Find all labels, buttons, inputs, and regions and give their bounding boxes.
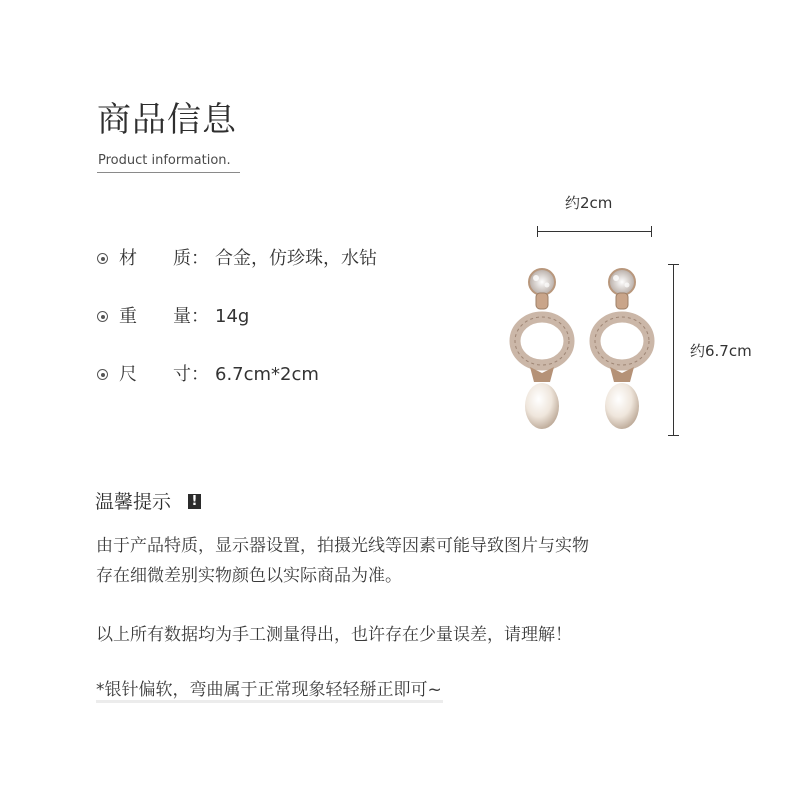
earrings-image — [500, 260, 660, 440]
spec-value: 6.7cm*2cm — [215, 364, 319, 385]
height-dimension-label: 约6.7cm — [690, 342, 752, 360]
right-earring-icon — [595, 269, 649, 429]
spec-label: 尺 寸： — [119, 364, 209, 385]
notice-line-2: 存在细微差别实物颜色以实际商品为准。 — [96, 566, 402, 586]
note-highlight-underline — [96, 700, 443, 703]
left-earring-icon — [515, 269, 569, 429]
height-dimension-tick-top — [668, 264, 679, 265]
notice-title-text: 温馨提示 — [95, 491, 172, 513]
spec-label: 重 量： — [119, 306, 209, 327]
height-dimension-line — [673, 264, 674, 436]
bullet-icon — [97, 369, 108, 380]
height-dimension-tick-bottom — [668, 435, 679, 436]
width-dimension-tick-right — [651, 226, 652, 237]
bullet-icon — [97, 253, 108, 264]
spec-value: 14g — [215, 306, 250, 327]
notice-line-4: *银针偏软，弯曲属于正常现象轻轻掰正即可~ — [96, 680, 442, 700]
exclamation-icon: ! — [188, 494, 201, 509]
width-dimension-label: 约2cm — [565, 194, 613, 212]
width-dimension-line — [537, 231, 652, 232]
subtitle-underline — [97, 172, 240, 173]
bullet-icon — [97, 311, 108, 322]
width-dimension-tick-left — [537, 226, 538, 237]
page-title: 商品信息 — [97, 100, 237, 140]
notice-line-3: 以上所有数据均为手工测量得出，也许存在少量误差，请理解！ — [96, 625, 572, 645]
spec-value: 合金，仿珍珠，水钻 — [215, 248, 377, 269]
spec-label: 材 质： — [119, 248, 209, 269]
notice-line-1: 由于产品特质，显示器设置，拍摄光线等因素可能导致图片与实物 — [96, 536, 589, 556]
notice-title — [95, 490, 198, 514]
page-subtitle: Product information. — [98, 153, 231, 168]
